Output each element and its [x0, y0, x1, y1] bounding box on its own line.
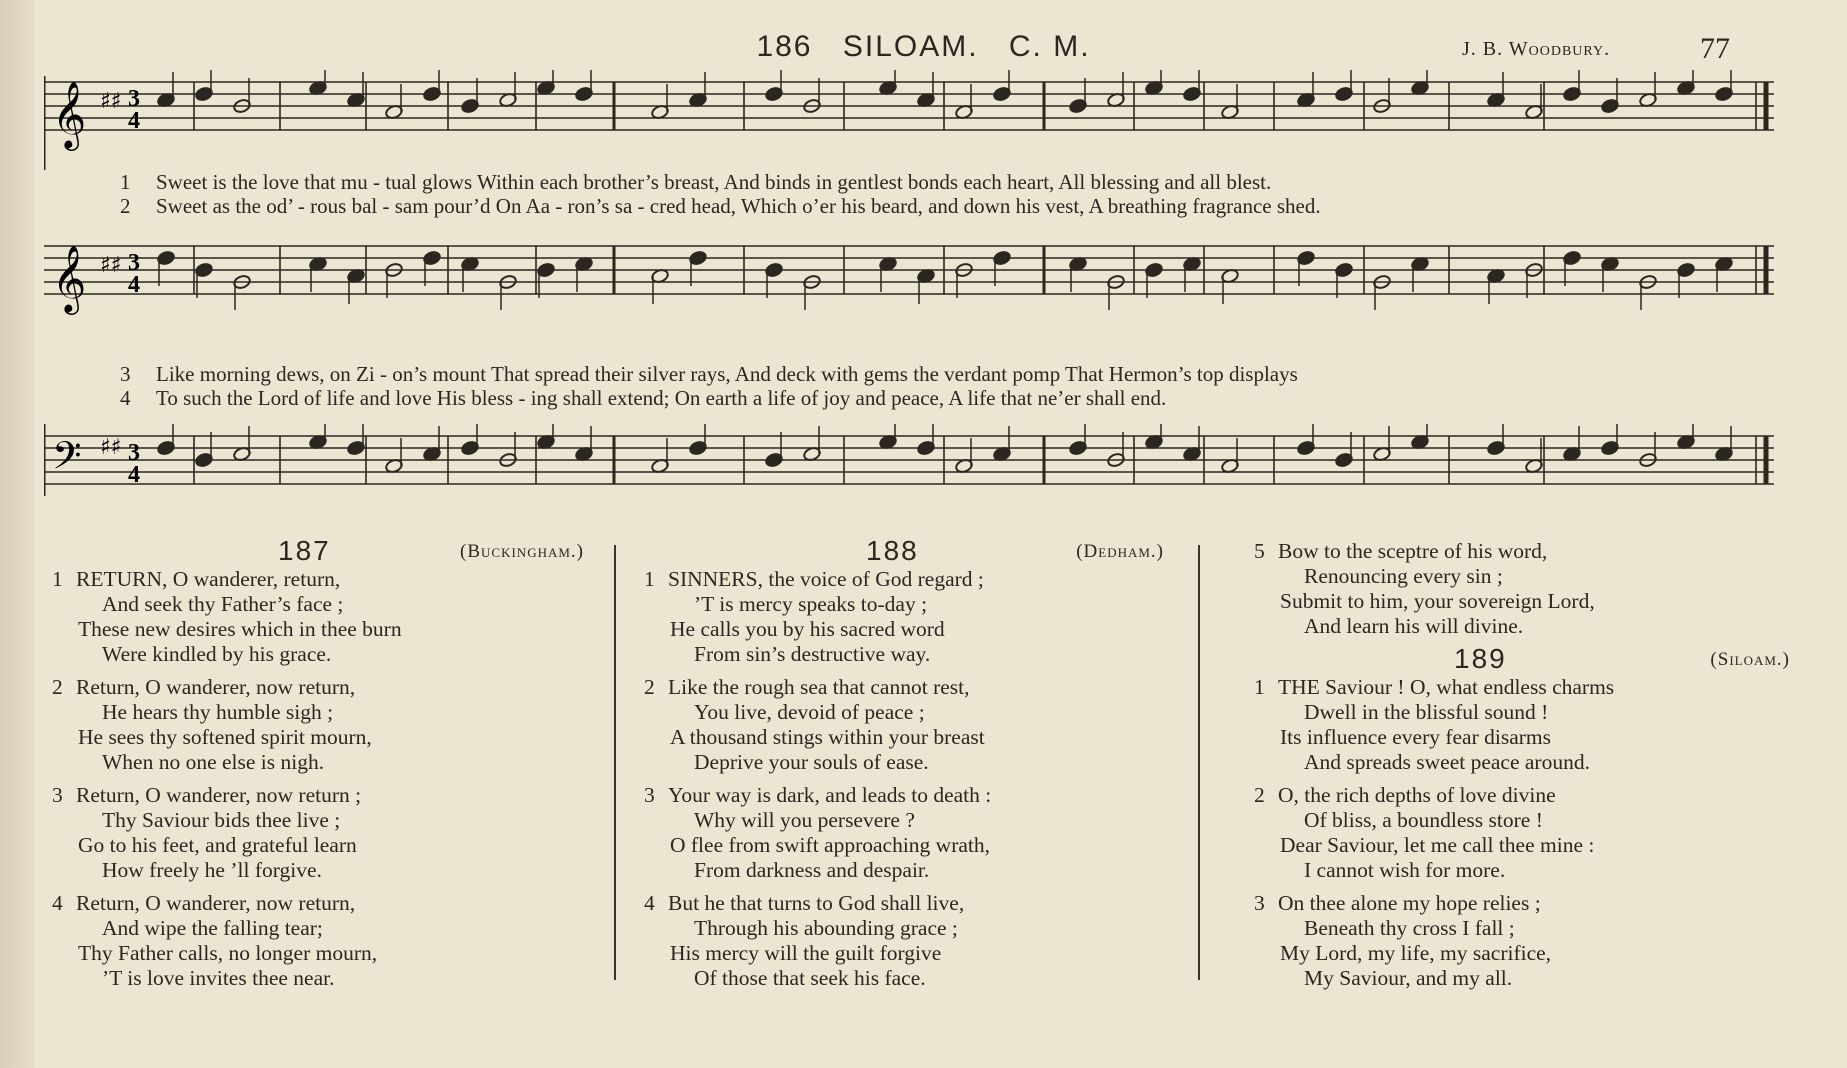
- verse-line: He hears thy humble sigh ;: [102, 700, 334, 724]
- verse-line: My Lord, my life, my sacrifice,: [1280, 941, 1552, 965]
- verse-line: A thousand stings within your breast: [670, 725, 985, 749]
- verse-number: 5: [1254, 539, 1265, 563]
- verse-number: 4: [644, 891, 655, 915]
- lyric-text: Like morning dews, on Zi - on’s mount That spread their silver rays, And deck with gems the verdant pomp That Hermon’s top displays: [156, 362, 1298, 386]
- verse-line: And learn his will divine.: [1304, 614, 1524, 638]
- verse-line: Of those that seek his face.: [694, 966, 926, 990]
- verse-line: THE Saviour ! O, what endless charms: [1278, 675, 1615, 699]
- stanza: [52, 567, 592, 667]
- hymn-188-continued-and-189: [1254, 539, 1794, 999]
- hymn-number: 189: [1454, 643, 1507, 674]
- verse-line: These new desires which in thee burn: [78, 617, 402, 641]
- bass-clef-icon: 𝄢: [52, 433, 82, 487]
- verse-number: 3: [52, 783, 63, 807]
- hymn-187: [52, 535, 592, 999]
- verse-line: Return, O wanderer, now return,: [76, 891, 356, 915]
- time-sig-top: 3: [128, 440, 140, 466]
- verse-line: Dwell in the blissful sound !: [1304, 700, 1549, 724]
- verse-line: And seek thy Father’s face ;: [102, 592, 344, 616]
- treble-clef-icon: 𝄞: [52, 244, 87, 312]
- verse-line: Return, O wanderer, now return,: [76, 675, 356, 699]
- lyric-line-3: [120, 362, 1298, 387]
- notes: [157, 250, 1734, 310]
- verse-line: ’T is mercy speaks to-day ;: [694, 592, 928, 616]
- hymn-tune: (Buckingham.): [460, 541, 584, 562]
- stanza: [52, 675, 592, 775]
- stanza: [1254, 891, 1794, 991]
- column-divider: [1198, 545, 1200, 980]
- verse-line: From darkness and despair.: [694, 858, 930, 882]
- verse-line: His mercy will the guilt forgive: [670, 941, 942, 965]
- verse-line: Deprive your souls of ease.: [694, 750, 929, 774]
- verse-line: Its influence every fear disarms: [1280, 725, 1552, 749]
- verse-line: From sin’s destructive way.: [694, 642, 931, 666]
- time-sig-top: 3: [128, 250, 140, 276]
- hymn-heading: [644, 535, 1184, 565]
- verse-line: Like the rough sea that cannot rest,: [668, 675, 970, 699]
- verse-line: Bow to the sceptre of his word,: [1278, 539, 1548, 563]
- verse-line: O, the rich depths of love divine: [1278, 783, 1556, 807]
- verse-line: When no one else is nigh.: [102, 750, 325, 774]
- verse-line: I cannot wish for more.: [1304, 858, 1506, 882]
- stanza: [1254, 783, 1794, 883]
- verse-line: Through his abounding grace ;: [694, 916, 958, 940]
- page-number: 77: [1700, 32, 1730, 65]
- time-sig-bottom: 4: [128, 462, 140, 488]
- verse-number: 2: [52, 675, 63, 699]
- verse-line: Thy Father calls, no longer mourn,: [78, 941, 378, 965]
- column-divider: [614, 545, 616, 980]
- stanza: [644, 567, 1184, 667]
- hymn-tune: (Dedham.): [1076, 541, 1164, 562]
- verse-number: 1: [1254, 675, 1265, 699]
- verse-line: And wipe the falling tear;: [102, 916, 323, 940]
- stanza: [644, 891, 1184, 991]
- verse-line: My Saviour, and my all.: [1304, 966, 1513, 990]
- key-signature: ♯♯: [100, 89, 122, 114]
- notes: [157, 424, 1734, 474]
- verse-line: Beneath thy cross I fall ;: [1304, 916, 1515, 940]
- lyric-line-1: [120, 170, 1271, 195]
- verse-line: Dear Saviour, let me call thee mine :: [1280, 833, 1595, 857]
- key-signature: ♯♯: [100, 253, 122, 278]
- stanza: [1254, 675, 1794, 775]
- verse-number: 4: [52, 891, 63, 915]
- page-binding-edge: [0, 0, 34, 1068]
- lyric-line-4: [120, 386, 1166, 411]
- verse-line: Your way is dark, and leads to death :: [668, 783, 992, 807]
- verse-line: He sees thy softened spirit mourn,: [78, 725, 372, 749]
- stanza: [52, 891, 592, 991]
- verse-number: 2: [1254, 783, 1265, 807]
- verse-line: But he that turns to God shall live,: [668, 891, 965, 915]
- time-sig-bottom: 4: [128, 108, 140, 134]
- hymn-number: 186: [756, 30, 813, 63]
- verse-number: 1: [120, 170, 131, 194]
- time-sig-bottom: 4: [128, 272, 140, 298]
- verse-line: How freely he ’ll forgive.: [102, 858, 322, 882]
- verse-line: RETURN, O wanderer, return,: [76, 567, 341, 591]
- treble-clef-icon: 𝄞: [52, 80, 87, 148]
- treble-staff-middle: [44, 234, 1779, 344]
- bass-staff: [44, 424, 1779, 508]
- composer: J. B. Woodbury.: [1462, 38, 1611, 60]
- verse-line: Thy Saviour bids thee live ;: [102, 808, 341, 832]
- verse-line: Were kindled by his grace.: [102, 642, 332, 666]
- verse-line: ’T is love invites thee near.: [102, 966, 335, 990]
- verse-line: You live, devoid of peace ;: [694, 700, 925, 724]
- verse-line: Return, O wanderer, now return ;: [76, 783, 362, 807]
- hymn-heading: [1254, 643, 1794, 673]
- verse-line: On thee alone my hope relies ;: [1278, 891, 1541, 915]
- verse-line: Renouncing every sin ;: [1304, 564, 1503, 588]
- hymn-number: 188: [866, 535, 919, 566]
- lyric-text: Sweet is the love that mu - tual glows Within each brother’s breast, And binds in gentlest bonds each heart, All blessing and all blest.: [156, 170, 1272, 194]
- verse-line: O flee from swift approaching wrath,: [670, 833, 991, 857]
- lyric-text: To such the Lord of life and love His bless - ing shall extend; On earth a life of joy and peace, A life that ne’er shall end.: [156, 386, 1167, 410]
- verse-line: Submit to him, your sovereign Lord,: [1280, 589, 1595, 613]
- meter: C. M.: [1008, 30, 1091, 63]
- verse-line: He calls you by his sacred word: [670, 617, 945, 641]
- stanza: [52, 783, 592, 883]
- tune-name: SILOAM.: [842, 30, 979, 63]
- verse-line: SINNERS, the voice of God regard ;: [668, 567, 984, 591]
- verse-number: 3: [644, 783, 655, 807]
- lyric-text: Sweet as the od’ - rous bal - sam pour’d On Aa - ron’s sa - cred head, Which o’er his beard, and down his vest, A breathing fragrance shed.: [156, 194, 1321, 218]
- stanza: [644, 675, 1184, 775]
- treble-staff-top: [44, 70, 1779, 170]
- hymn-heading: [52, 535, 592, 565]
- hymn-number: 187: [278, 535, 331, 566]
- verse-number: 2: [120, 194, 131, 218]
- time-sig-top: 3: [128, 86, 140, 112]
- hymn-188: [644, 535, 1184, 999]
- verse-number: 3: [1254, 891, 1265, 915]
- verse-number: 1: [52, 567, 63, 591]
- verse-line: Why will you persevere ?: [694, 808, 915, 832]
- key-signature: ♯♯: [100, 435, 122, 460]
- verse-number: 2: [644, 675, 655, 699]
- lyric-line-2: [120, 194, 1321, 219]
- notes: [157, 70, 1734, 120]
- hymn-tune: (Siloam.): [1710, 649, 1790, 670]
- verse-line: And spreads sweet peace around.: [1304, 750, 1590, 774]
- verse-line: Of bliss, a boundless store !: [1304, 808, 1543, 832]
- stanza: [1254, 539, 1794, 639]
- verse-number: 3: [120, 362, 131, 386]
- stanza: [644, 783, 1184, 883]
- verse-number: 1: [644, 567, 655, 591]
- verse-line: Go to his feet, and grateful learn: [78, 833, 357, 857]
- verse-number: 4: [120, 386, 131, 410]
